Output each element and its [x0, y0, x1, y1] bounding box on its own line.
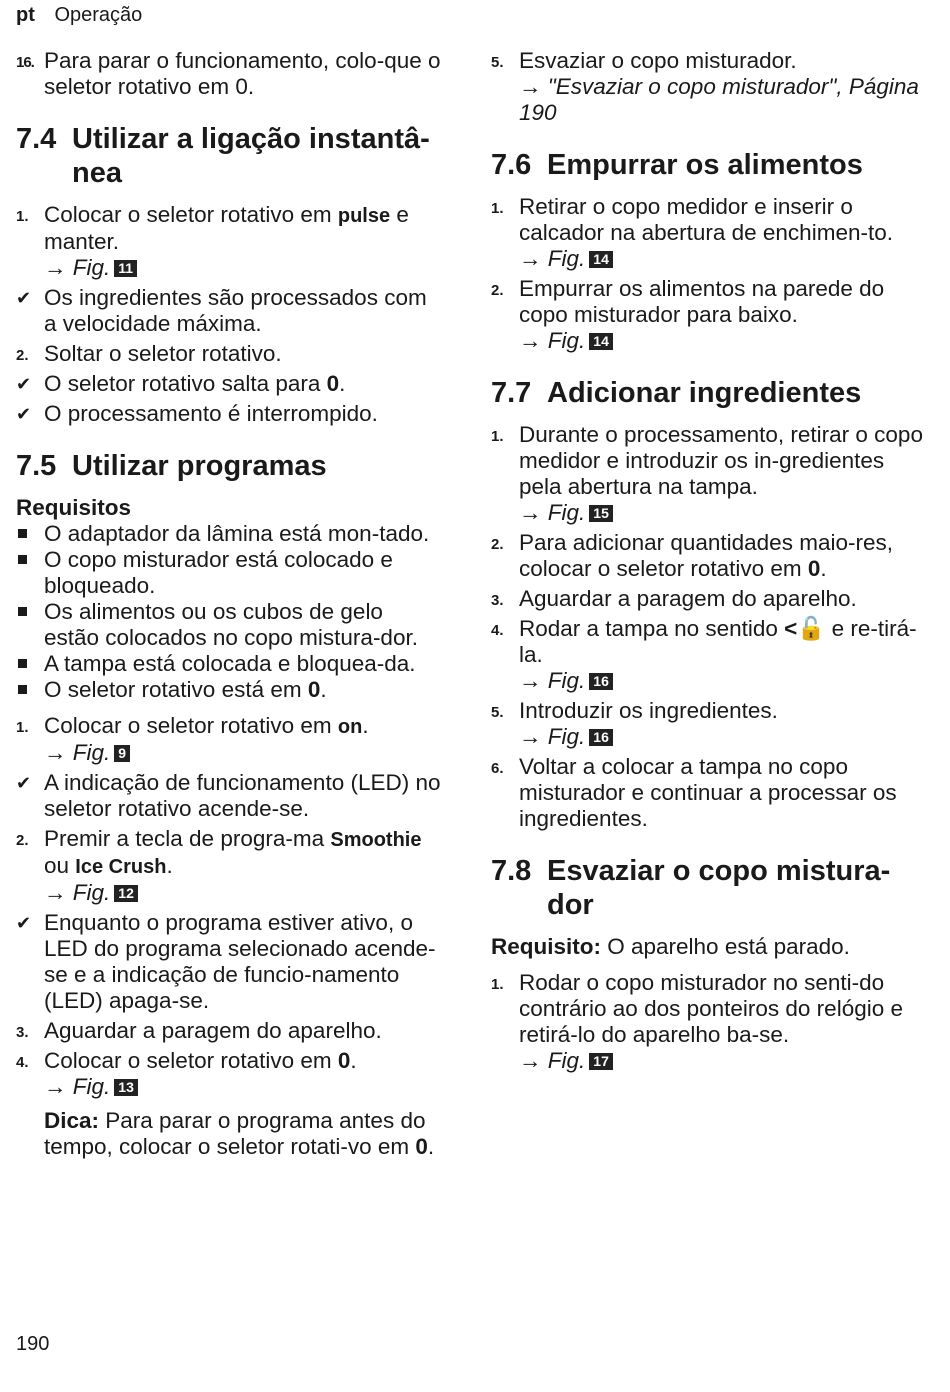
fig-label: Fig.	[547, 1048, 586, 1073]
step-text-end: e manter.	[44, 202, 409, 254]
result-text: Enquanto o programa estiver ativo, o LED do programa selecionado acende-se e a indicação de funcio-namento (LED) apaga-se.	[44, 910, 436, 1013]
arrow-right-icon: →	[44, 255, 73, 280]
figure-number-badge: 9	[114, 745, 130, 762]
step	[491, 422, 931, 526]
square-bullet-icon	[18, 685, 27, 694]
section-title: Adicionar ingredientes	[547, 377, 862, 409]
square-bullet-icon	[18, 607, 27, 616]
section-heading-7-5	[16, 449, 444, 483]
step	[16, 341, 444, 367]
figure-reference[interactable]	[519, 724, 931, 750]
checkmark-icon: ✔	[16, 288, 32, 308]
dial-value: 0	[235, 74, 248, 99]
step-text: Colocar o seletor rotativo em	[44, 713, 338, 738]
figure-reference[interactable]	[44, 1074, 444, 1100]
dial-value: 0	[807, 556, 821, 581]
step-text: Para adicionar quantidades maio-res, colocar o seletor rotativo em	[519, 530, 893, 581]
result	[16, 401, 444, 427]
figure-reference[interactable]	[519, 500, 931, 526]
section-number: 7.8	[491, 855, 532, 887]
arrow-right-icon: →	[519, 328, 548, 353]
arrow-right-icon: →	[519, 1048, 548, 1073]
requirement-text-end: .	[320, 677, 327, 702]
requirement-item	[16, 651, 444, 677]
requirement-text: O adaptador da lâmina está mon-tado.	[44, 521, 430, 546]
requirement-item	[16, 677, 444, 703]
arrow-right-icon: →	[519, 246, 548, 271]
step-number: 2.	[16, 832, 29, 849]
section-heading-7-6	[491, 148, 931, 182]
square-bullet-icon	[18, 659, 27, 668]
step-text: Voltar a colocar a tampa no copo misturador e continuar a processar os ingredientes.	[519, 754, 897, 831]
step-number: 1.	[16, 208, 29, 225]
dial-value: 0	[326, 371, 340, 396]
section-title: Utilizar programas	[72, 450, 327, 482]
page-reference-link[interactable]	[519, 74, 931, 126]
keyword-smoothie: Smoothie	[330, 829, 422, 851]
step	[16, 826, 444, 906]
step	[16, 202, 444, 281]
step	[491, 586, 931, 612]
figure-number-badge: 11	[114, 260, 137, 277]
arrow-right-icon: →	[44, 1074, 73, 1099]
requisite-label: Requisito:	[491, 934, 601, 959]
keyword: on	[337, 716, 363, 738]
result-text: A indicação de funcionamento (LED) no seletor rotativo acende-se.	[44, 770, 441, 821]
step-text-end: .	[350, 1048, 357, 1073]
result	[16, 910, 444, 1014]
keyword: pulse	[337, 205, 391, 227]
figure-number-badge: 17	[589, 1053, 613, 1070]
left-column	[16, 48, 444, 1160]
checkmark-icon: ✔	[16, 913, 32, 933]
step-5	[491, 48, 931, 126]
step-text: Empurrar os alimentos na parede do copo misturador para baixo.	[519, 276, 885, 327]
square-bullet-icon	[18, 529, 27, 538]
step	[491, 530, 931, 582]
step-text: Durante o processamento, retirar o copo medidor e introduzir os in-gredientes pela abertura na tampa.	[519, 422, 923, 499]
step	[491, 194, 931, 272]
fig-label: Fig.	[72, 880, 111, 905]
requisite-text: O aparelho está parado.	[601, 934, 850, 959]
step-text: Para parar o funcionamento, colo-que o seletor rotativo em	[44, 48, 441, 99]
requirement-text: O copo misturador está colocado e bloqueado.	[44, 547, 393, 598]
step-text-end: .	[820, 556, 827, 581]
step-text: Retirar o copo medidor e inserir o calcador na abertura de enchimen-to.	[519, 194, 893, 245]
dial-value: 0	[307, 677, 321, 702]
fig-label: Fig.	[547, 328, 586, 353]
step-number: 1.	[491, 428, 504, 445]
step-text: Premir a tecla de progra-ma	[44, 826, 331, 851]
requirement-item	[16, 521, 444, 547]
section-number: 7.4	[16, 123, 57, 155]
step-text: Aguardar a paragem do aparelho.	[44, 1018, 382, 1043]
figure-number-badge: 15	[589, 505, 613, 522]
step-text-end: .	[166, 853, 173, 878]
step	[491, 970, 931, 1074]
step	[16, 1018, 444, 1044]
step-number: 2.	[491, 282, 504, 299]
fig-label: Fig.	[547, 724, 586, 749]
result-text: O processamento é interrompido.	[44, 401, 378, 426]
step	[491, 698, 931, 750]
step-number: 2.	[16, 347, 29, 364]
reference-text: "Esvaziar o copo misturador", Página 190	[519, 74, 919, 125]
step-number: 3.	[491, 592, 504, 609]
fig-label: Fig.	[547, 668, 586, 693]
requirement-item	[16, 599, 444, 651]
square-bullet-icon	[18, 555, 27, 564]
step-number: 16.	[16, 54, 34, 71]
figure-reference[interactable]	[519, 1048, 931, 1074]
result	[16, 770, 444, 822]
step-number: 1.	[491, 200, 504, 217]
language-code: pt	[16, 4, 35, 26]
step-number: 1.	[16, 719, 29, 736]
figure-reference[interactable]	[519, 246, 931, 272]
step-number: 1.	[491, 976, 504, 993]
step-text: Soltar o seletor rotativo.	[44, 341, 282, 366]
step-text: Introduzir os ingredientes.	[519, 698, 778, 723]
tip-text-end: .	[427, 1134, 435, 1159]
step-text: Rodar a tampa no sentido	[519, 616, 785, 641]
result	[16, 371, 444, 397]
arrow-right-icon: →	[44, 740, 73, 765]
step-text-mid: ou	[44, 853, 76, 878]
step	[491, 754, 931, 832]
step-text: Colocar o seletor rotativo em	[44, 202, 338, 227]
result-text: O seletor rotativo salta para	[44, 371, 327, 396]
step-text: Aguardar a paragem do aparelho.	[519, 586, 857, 611]
fig-label: Fig.	[72, 255, 111, 280]
section-number: 7.6	[491, 149, 532, 181]
arrow-right-icon: →	[519, 74, 548, 99]
page-header	[16, 4, 142, 27]
tip-label: Dica:	[44, 1108, 100, 1133]
figure-number-badge: 12	[114, 885, 138, 902]
step	[16, 1048, 444, 1100]
step	[491, 616, 931, 694]
checkmark-icon: ✔	[16, 404, 32, 424]
figure-number-badge: 16	[589, 729, 613, 746]
requirement-item	[16, 547, 444, 599]
fig-label: Fig.	[547, 500, 586, 525]
arrow-right-icon: →	[519, 724, 548, 749]
step-text: Rodar o copo misturador no senti-do contrário ao dos ponteiros do relógio e retirá-lo do aparelho ba-se.	[519, 970, 903, 1047]
requirement-text: O seletor rotativo está em	[44, 677, 308, 702]
arrow-right-icon: →	[44, 880, 73, 905]
result-text-end: .	[339, 371, 346, 396]
figure-number-badge: 14	[589, 251, 613, 268]
result-text: Os ingredientes são processados com a velocidade máxima.	[44, 285, 427, 336]
step-number: 3.	[16, 1024, 29, 1041]
figure-reference[interactable]	[44, 255, 444, 281]
keyword-ice-crush: Ice Crush	[75, 856, 167, 878]
fig-label: Fig.	[72, 1074, 111, 1099]
step-number: 2.	[491, 536, 504, 553]
requirement-text: A tampa está colocada e bloquea-da.	[44, 651, 416, 676]
section-title: Utilizar a ligação instantâ-nea	[72, 123, 430, 189]
step	[491, 276, 931, 354]
section-heading-7-7	[491, 376, 931, 410]
step-16	[16, 48, 444, 100]
section-heading-7-4	[16, 122, 444, 190]
figure-number-badge: 13	[114, 1079, 138, 1096]
result	[16, 285, 444, 337]
step-number: 5.	[491, 704, 504, 721]
step-text-end: .	[247, 74, 255, 99]
dial-value: 0	[415, 1134, 428, 1159]
dial-value: 0	[337, 1048, 351, 1073]
step-text-end: .	[362, 713, 369, 738]
requirements-heading: Requisitos	[16, 495, 132, 520]
fig-label: Fig.	[72, 740, 111, 765]
section-heading-7-8	[491, 854, 931, 922]
arrow-right-icon: →	[519, 668, 548, 693]
step-number: 4.	[16, 1054, 29, 1071]
requirement-text: Os alimentos ou os cubos de gelo estão colocados no copo mistura-dor.	[44, 599, 418, 650]
checkmark-icon: ✔	[16, 773, 32, 793]
figure-reference[interactable]	[519, 328, 931, 354]
section-number: 7.5	[16, 450, 57, 482]
figure-reference[interactable]	[44, 880, 444, 906]
tip-text: Para parar o programa antes do tempo, colocar o seletor rotati-vo em	[44, 1108, 426, 1159]
figure-reference[interactable]	[44, 740, 444, 766]
step-text: Colocar o seletor rotativo em	[44, 1048, 338, 1073]
section-title: Esvaziar o copo mistura-dor	[547, 855, 891, 921]
section-number: 7.7	[491, 377, 532, 409]
checkmark-icon: ✔	[16, 374, 32, 394]
step	[16, 713, 444, 766]
step-text-end: e re-tirá-la.	[519, 616, 917, 667]
unlock-direction-icon: <🔓	[784, 616, 826, 641]
step-number: 5.	[491, 54, 504, 71]
right-column	[491, 48, 931, 1078]
figure-number-badge: 16	[589, 673, 613, 690]
requisite-line	[491, 934, 931, 960]
section-title: Empurrar os alimentos	[547, 149, 863, 181]
figure-reference[interactable]	[519, 668, 931, 694]
figure-number-badge: 14	[589, 333, 613, 350]
step-text: Esvaziar o copo misturador.	[519, 48, 797, 73]
fig-label: Fig.	[547, 246, 586, 271]
step-number: 6.	[491, 760, 504, 777]
page-number: 190	[16, 1333, 50, 1355]
step-number: 4.	[491, 622, 504, 639]
tip-note	[16, 1108, 444, 1160]
arrow-right-icon: →	[519, 500, 548, 525]
section-name: Operação	[54, 4, 143, 26]
